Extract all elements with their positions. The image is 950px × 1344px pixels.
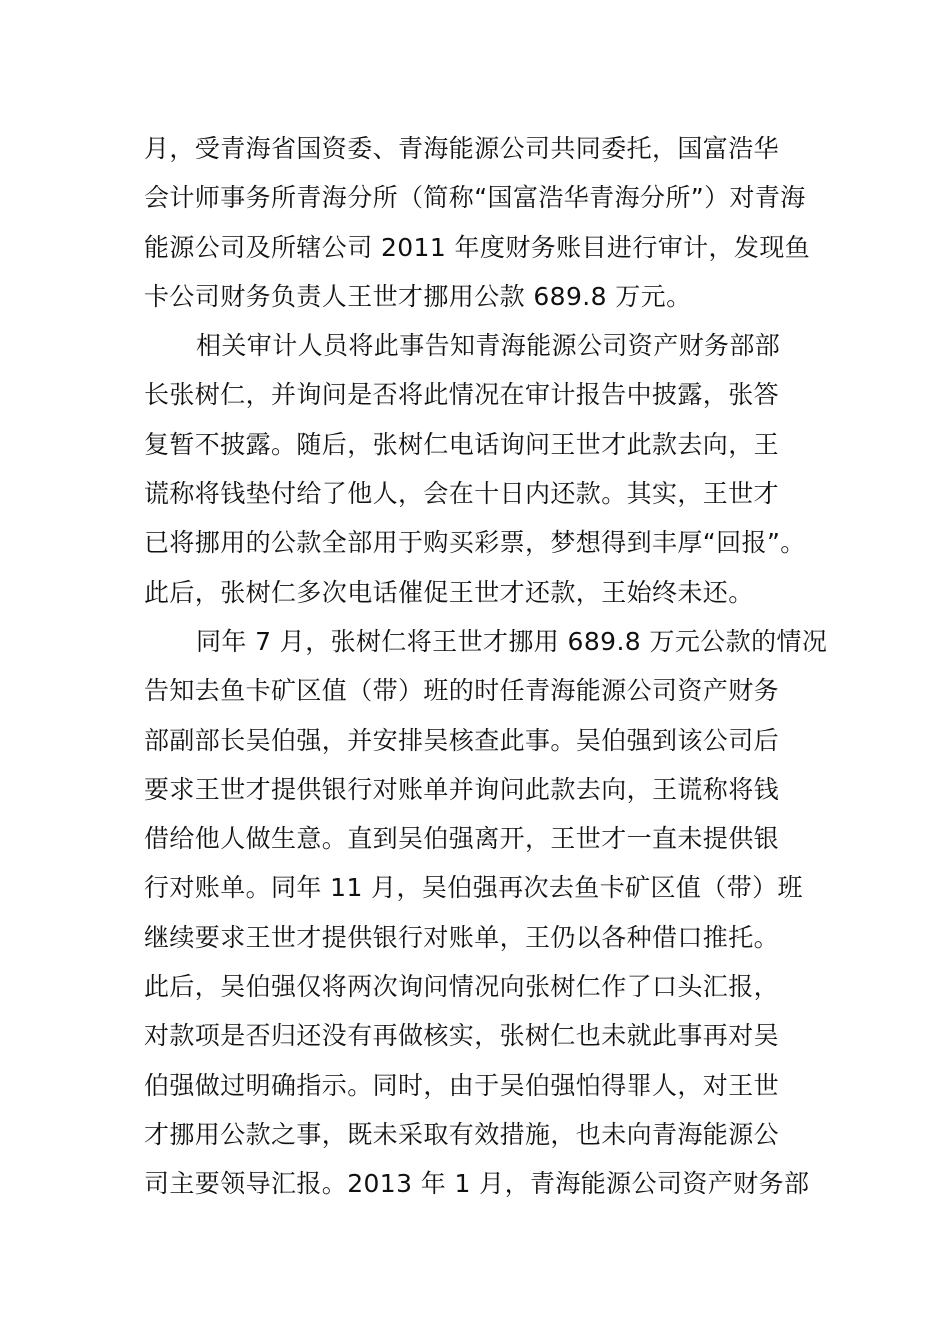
text-line: 伯强做过明确指示。同时，由于吴伯强怕得罪人，对王世	[144, 1070, 780, 1100]
text-line: 卡公司财务负责人王世才挪用公款 689.8 万元。	[144, 281, 692, 311]
text-line: 谎称将钱垫付给了他人，会在十日内还款。其实，王世才	[144, 479, 780, 509]
text-line: 已将挪用的公款全部用于购买彩票，梦想得到丰厚“回报”。	[144, 528, 806, 558]
body-text	[144, 124, 828, 1209]
text-line: 借给他人做生意。直到吴伯强离开，王世才一直未提供银	[144, 824, 780, 854]
text-line: 会计师事务所青海分所（简称“国富浩华青海分所”）对青海	[144, 183, 806, 213]
text-line: 月，受青海省国资委、青海能源公司共同委托，国富浩华	[144, 134, 780, 163]
text-line: 此后，吴伯强仅将两次询问情况向张树仁作了口头汇报，	[144, 972, 780, 1002]
text-line: 部副部长吴伯强，并安排吴核查此事。吴伯强到该公司后	[144, 725, 780, 755]
text-line: 行对账单。同年 11 月，吴伯强再次去鱼卡矿区值（带）班	[144, 873, 803, 903]
text-line: 能源公司及所辖公司 2011 年度财务账目进行审计，发现鱼	[144, 232, 811, 262]
text-line: 要求王世才提供银行对账单并询问此款去向，王谎称将钱	[144, 774, 780, 804]
paragraph-first-line: 相关审计人员将此事告知青海能源公司资产财务部部	[196, 331, 781, 361]
text-line: 长张树仁，并询问是否将此情况在审计报告中披露，张答	[144, 380, 780, 410]
text-line: 此后，张树仁多次电话催促王世才还款，王始终未还。	[144, 577, 754, 607]
text-line: 告知去鱼卡矿区值（带）班的时任青海能源公司资产财务	[144, 676, 780, 706]
text-line: 复暂不披露。随后，张树仁电话询问王世才此款去向，王	[144, 429, 780, 459]
paragraph-first-line: 同年 7 月，张树仁将王世才挪用 689.8 万元公款的情况	[196, 626, 828, 656]
text-line: 司主要领导汇报。2013 年 1 月，青海能源公司资产财务部	[144, 1169, 810, 1199]
text-line: 才挪用公款之事，既未采取有效措施，也未向青海能源公	[144, 1119, 780, 1149]
text-line: 继续要求王世才提供银行对账单，王仍以各种借口推托。	[144, 922, 780, 952]
text-line: 对款项是否归还没有再做核实，张树仁也未就此事再对吴	[144, 1021, 780, 1051]
